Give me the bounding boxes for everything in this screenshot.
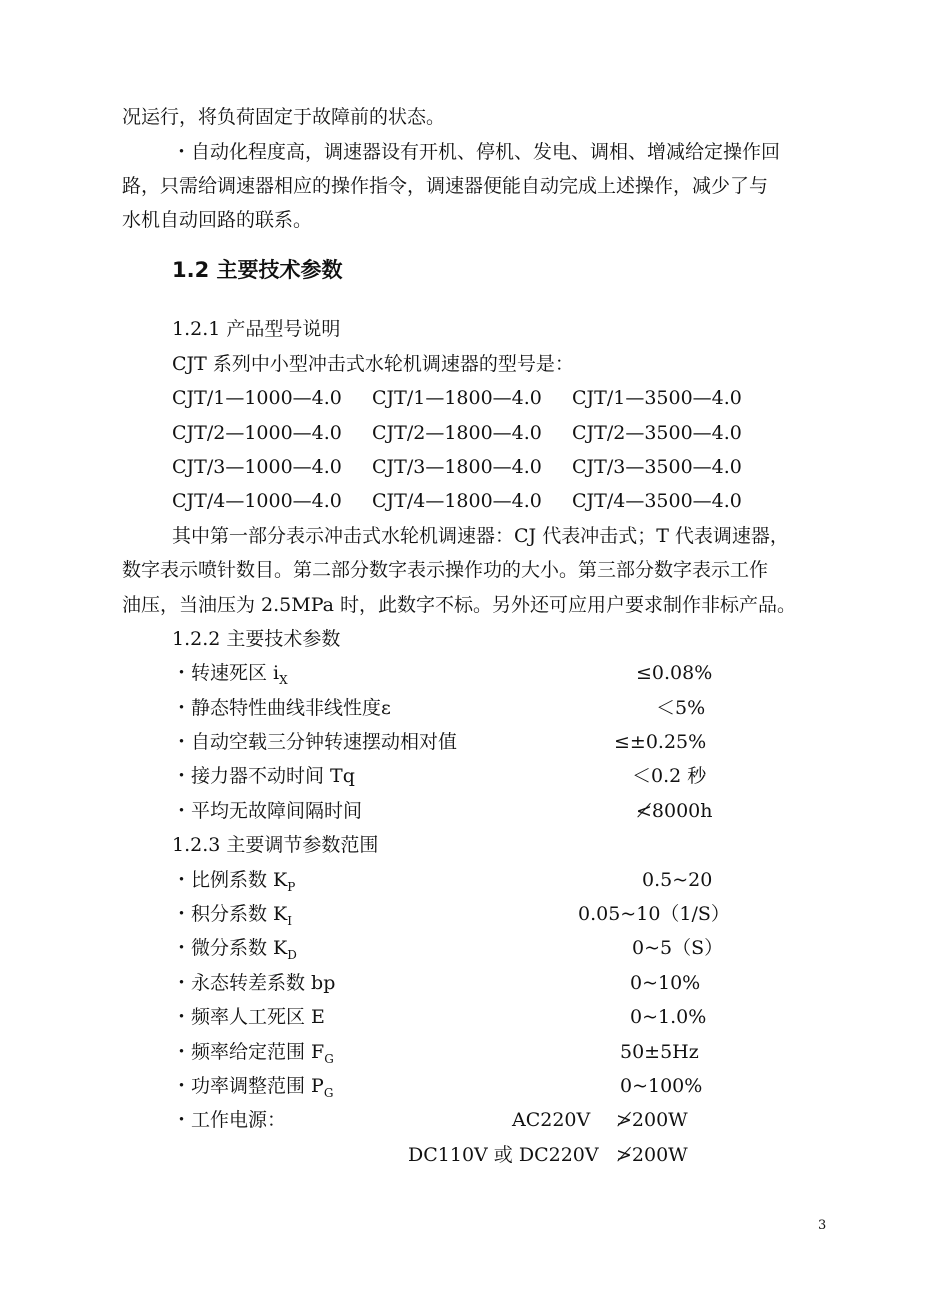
intro-line-2: ・自动化程度高，调速器设有开机、停机、发电、调相、增减给定操作回 <box>172 141 781 163</box>
model-cell: CJT/3—1000—4.0 <box>172 456 342 478</box>
param-label: ・频率人工死区 E <box>172 1006 325 1028</box>
subsection-heading-122: 1.2.2 主要技术参数 <box>172 628 341 650</box>
param-value: ＜5% <box>656 697 706 719</box>
param-subscript: X <box>279 673 288 687</box>
explanation-line-2: 数字表示喷针数目。第二部分数字表示操作功的大小。第三部分数字表示工作 <box>122 559 769 581</box>
section-title: 1.2 主要技术参数 <box>172 258 343 282</box>
intro-line-4: 水机自动回路的联系。 <box>122 209 313 231</box>
model-cell: CJT/4—3500—4.0 <box>572 490 742 512</box>
param-value: ＜0.2 秒 <box>632 765 707 787</box>
power-value: ≯200W <box>616 1144 688 1166</box>
param-value: ≤0.08% <box>636 662 713 684</box>
model-cell: CJT/3—3500—4.0 <box>572 456 742 478</box>
param-subscript: D <box>287 948 297 962</box>
model-cell: CJT/1—1000—4.0 <box>172 387 342 409</box>
param-label: ・平均无故障间隔时间 <box>172 800 363 822</box>
model-cell: CJT/1—3500—4.0 <box>572 387 742 409</box>
param-value: 0~100% <box>620 1075 703 1097</box>
param-label: ・自动空载三分钟转速摆动相对值 <box>172 731 458 753</box>
param-value: 0~10% <box>630 972 701 994</box>
model-cell: CJT/3—1800—4.0 <box>372 456 542 478</box>
param-label: ・永态转差系数 bp <box>172 972 336 994</box>
param-label: ・积分系数 $K_I$ <box>172 903 292 928</box>
param-label: ・频率给定范围 $F_G$ <box>172 1041 334 1066</box>
param-subscript: P <box>287 880 296 894</box>
model-cell: CJT/2—1000—4.0 <box>172 422 342 444</box>
power-label: ・工作电源： <box>172 1109 287 1131</box>
param-value: ≤±0.25% <box>614 731 707 753</box>
param-subscript: I <box>287 914 292 928</box>
subsection-heading-121: 1.2.1 产品型号说明 <box>172 318 341 340</box>
model-cell: CJT/2—3500—4.0 <box>572 422 742 444</box>
model-cell: CJT/2—1800—4.0 <box>372 422 542 444</box>
model-cell: CJT/1—1800—4.0 <box>372 387 542 409</box>
param-subscript: G <box>324 1052 334 1066</box>
param-label: ・功率调整范围 $P_G$ <box>172 1075 334 1100</box>
param-label: ・静态特性曲线非线性度ε <box>172 697 391 719</box>
param-label: ・转速死区 $i_X$ <box>172 662 288 687</box>
param-value: 50±5Hz <box>620 1041 699 1063</box>
subsection-heading-123: 1.2.3 主要调节参数范围 <box>172 834 379 856</box>
intro-line-1: 况运行，将负荷固定于故障前的状态。 <box>122 106 446 128</box>
param-value: 0~1.0% <box>630 1006 707 1028</box>
intro-line-3: 路，只需给调速器相应的操作指令，调速器便能自动完成上述操作，减少了与 <box>122 175 769 197</box>
explanation-line-1: 其中第一部分表示冲击式水轮机调速器：CJ 代表冲击式；T 代表调速器， <box>172 525 789 547</box>
param-label: ・接力器不动时间 Tq <box>172 765 355 787</box>
model-cell: CJT/4—1000—4.0 <box>172 490 342 512</box>
page-number: 3 <box>818 1218 827 1233</box>
param-value: 0.05~10（1/S） <box>578 903 730 925</box>
power-source: DC110V 或 DC220V <box>408 1144 599 1166</box>
param-value: 0.5~20 <box>642 869 713 891</box>
param-value: ≮8000h <box>636 800 713 822</box>
power-value: ≯200W <box>616 1109 688 1131</box>
param-label: ・比例系数 $K_P$ <box>172 869 296 894</box>
model-description: CJT 系列中小型冲击式水轮机调速器的型号是： <box>172 353 574 375</box>
power-source: AC220V <box>512 1109 591 1131</box>
explanation-line-3: 油压，当油压为 2.5MPa 时，此数字不标。另外还可应用户要求制作非标产品。 <box>122 594 797 616</box>
param-subscript: G <box>323 1086 334 1100</box>
param-label: ・微分系数 $K_D$ <box>172 937 297 962</box>
model-cell: CJT/4—1800—4.0 <box>372 490 542 512</box>
param-value: 0~5（S） <box>632 937 724 959</box>
